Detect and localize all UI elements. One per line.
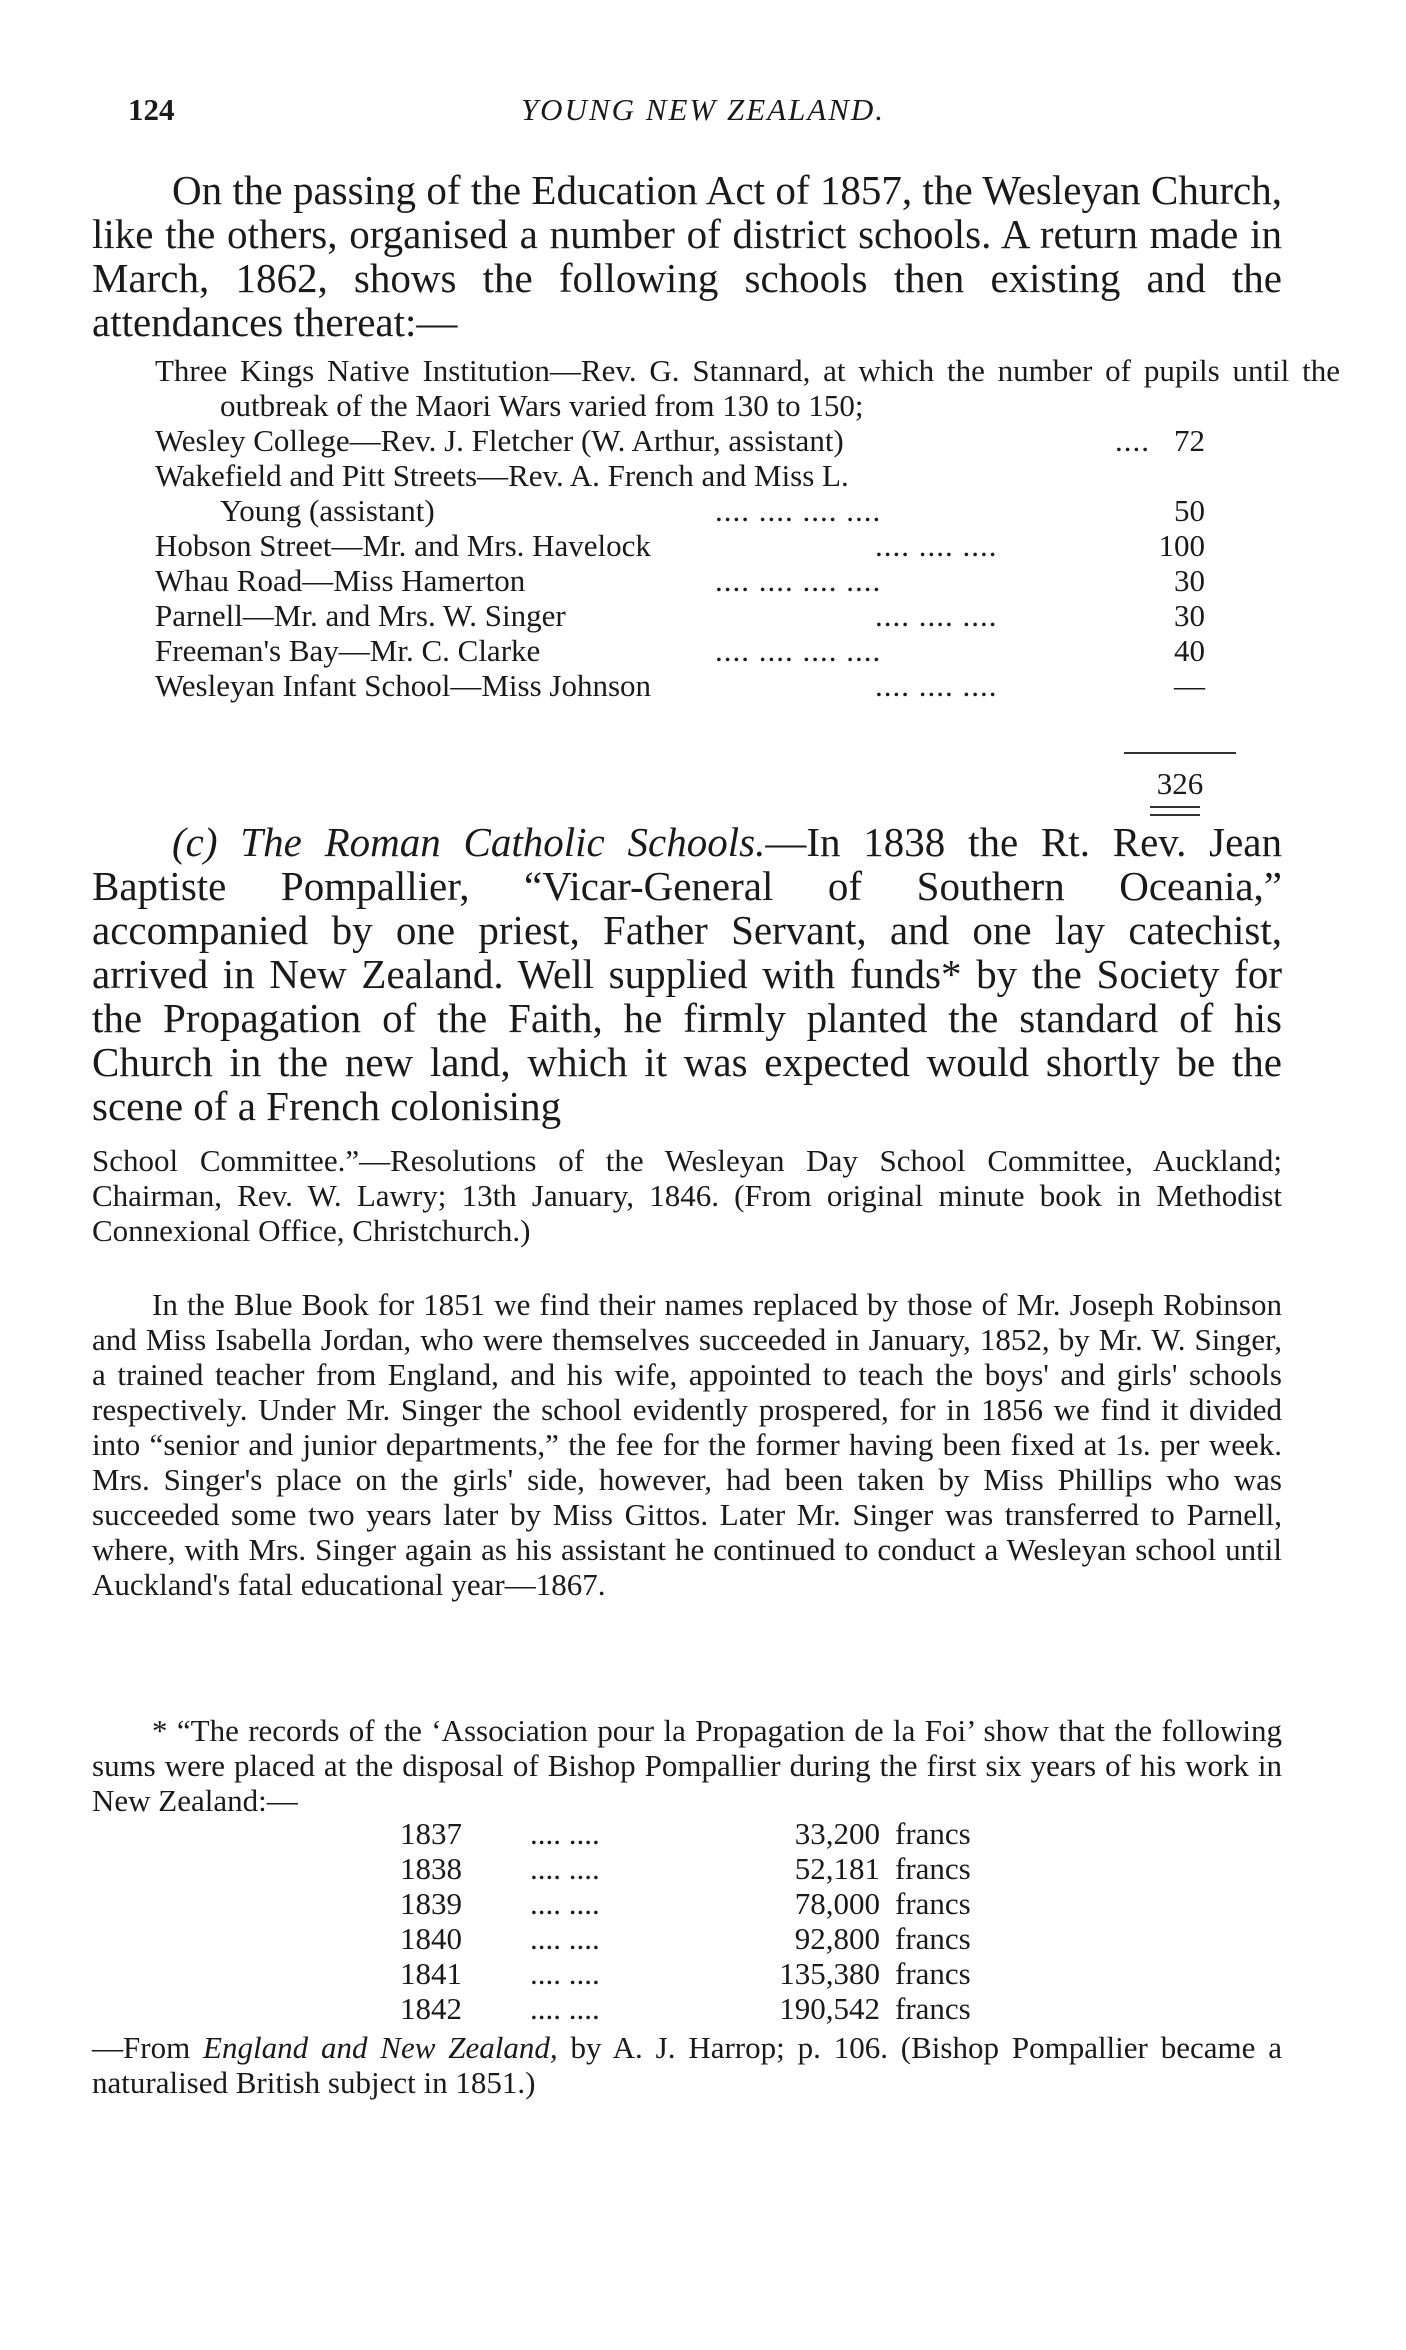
running-header: [128, 92, 1278, 132]
list-item: Wakefield and Pitt Streets—Rev. A. French and Miss L.: [155, 458, 849, 493]
list-item: Young (assistant) .... .... .... .... 50: [220, 493, 1205, 528]
page-number: 124: [128, 92, 175, 127]
book-title: England and New Zealand,: [203, 2030, 558, 2065]
intro-paragraph: On the passing of the Education Act of 1857, the Wesleyan Church, like the others, organised a number of district schools. A return made in March, 1862, shows the following schools then existing and the attendances thereat:—: [92, 167, 1282, 345]
total-rule: [1124, 752, 1236, 754]
footnote-star: * “The records of the ‘Association pour la Propagation de la Foi’ show that the following sums were placed at the disposal of Bishop Pompallier during the first six years of his work in New Zealand:—: [92, 1713, 1282, 1818]
table-row: 1841 .... .... 135,380 francs: [400, 1956, 971, 1991]
list-item: Freeman's Bay—Mr. C. Clarke .... .... .... .... 40: [155, 633, 1205, 668]
catholic-paragraph: (c) The Roman Catholic Schools.—In 1838 the Rt. Rev. Jean Baptiste Pompallier, “Vicar-General of Southern Oceania,” accompanied by one priest, Father Servant, and one lay catechist, arrived in New Zealand. Well supplied with funds* by the Society for the Propagation of the Faith, he firmly planted the standard of his Church in the new land, which it was expected would shortly be the scene of a French colonising: [92, 819, 1283, 1129]
school-list: [155, 353, 1340, 703]
total-double-rule: [1150, 806, 1200, 816]
three-kings-entry: Three Kings Native Institution—Rev. G. Stannard, at which the number of pupils until the outbreak of the Maori Wars varied from 130 to 150;: [155, 353, 1340, 423]
table-row: 1840 .... .... 92,800 francs: [400, 1921, 971, 1956]
school-total: 326: [1156, 766, 1204, 801]
table-row: 1837 .... .... 33,200 francs: [400, 1816, 971, 1851]
table-row: 1842 .... .... 190,542 francs: [400, 1991, 971, 2026]
source-citation: —From England and New Zealand, by A. J. Harrop; p. 106. (Bishop Pompallier became a naturalised British subject in 1851.): [92, 2030, 1282, 2100]
list-item: Parnell—Mr. and Mrs. W. Singer .... .... .... 30: [155, 598, 1205, 633]
table-row: 1839 .... .... 78,000 francs: [400, 1886, 971, 1921]
running-title: YOUNG NEW ZEALAND.: [520, 92, 886, 127]
table-row: 1838 .... .... 52,181 francs: [400, 1851, 971, 1886]
list-item: Hobson Street—Mr. and Mrs. Havelock .... .... .... 100: [155, 528, 1205, 563]
footnote-blue-book: In the Blue Book for 1851 we find their names replaced by those of Mr. Joseph Robinson and Miss Isabella Jordan, who were themselves succeeded in January, 1852, by Mr. W. Singer, a trained teacher from England, and his wife, appointed to teach the boys' and girls' schools respectively. Under Mr. Singer the school evidently prospered, for in 1856 we find it divided into “senior and junior departments,” the fee for the former having been fixed at 1s. per week. Mrs. Singer's place on the girls' side, however, had been taken by Miss Phillips who was succeeded some two years later by Miss Gittos. Later Mr. Singer was transferred to Parnell, where, with Mrs. Singer again as his assistant he continued to conduct a Wesleyan school until Auckland's fatal educational year—1867.: [92, 1287, 1282, 1602]
footnote-continued: School Committee.”—Resolutions of the Wesleyan Day School Committee, Auckland; Chairman, Rev. W. Lawry; 13th January, 1846. (From original minute book in Methodist Connexional Office, Christchurch.): [92, 1143, 1282, 1248]
list-item: Whau Road—Miss Hamerton .... .... .... .... 30: [155, 563, 1205, 598]
list-item: Wesleyan Infant School—Miss Johnson .... .... .... —: [155, 668, 1205, 703]
list-item: Wesley College—Rev. J. Fletcher (W. Arthur, assistant) .... 72: [155, 423, 1205, 458]
catholic-heading: (c) The Roman Catholic Schools.: [172, 819, 766, 865]
francs-table: [400, 1816, 1100, 2026]
